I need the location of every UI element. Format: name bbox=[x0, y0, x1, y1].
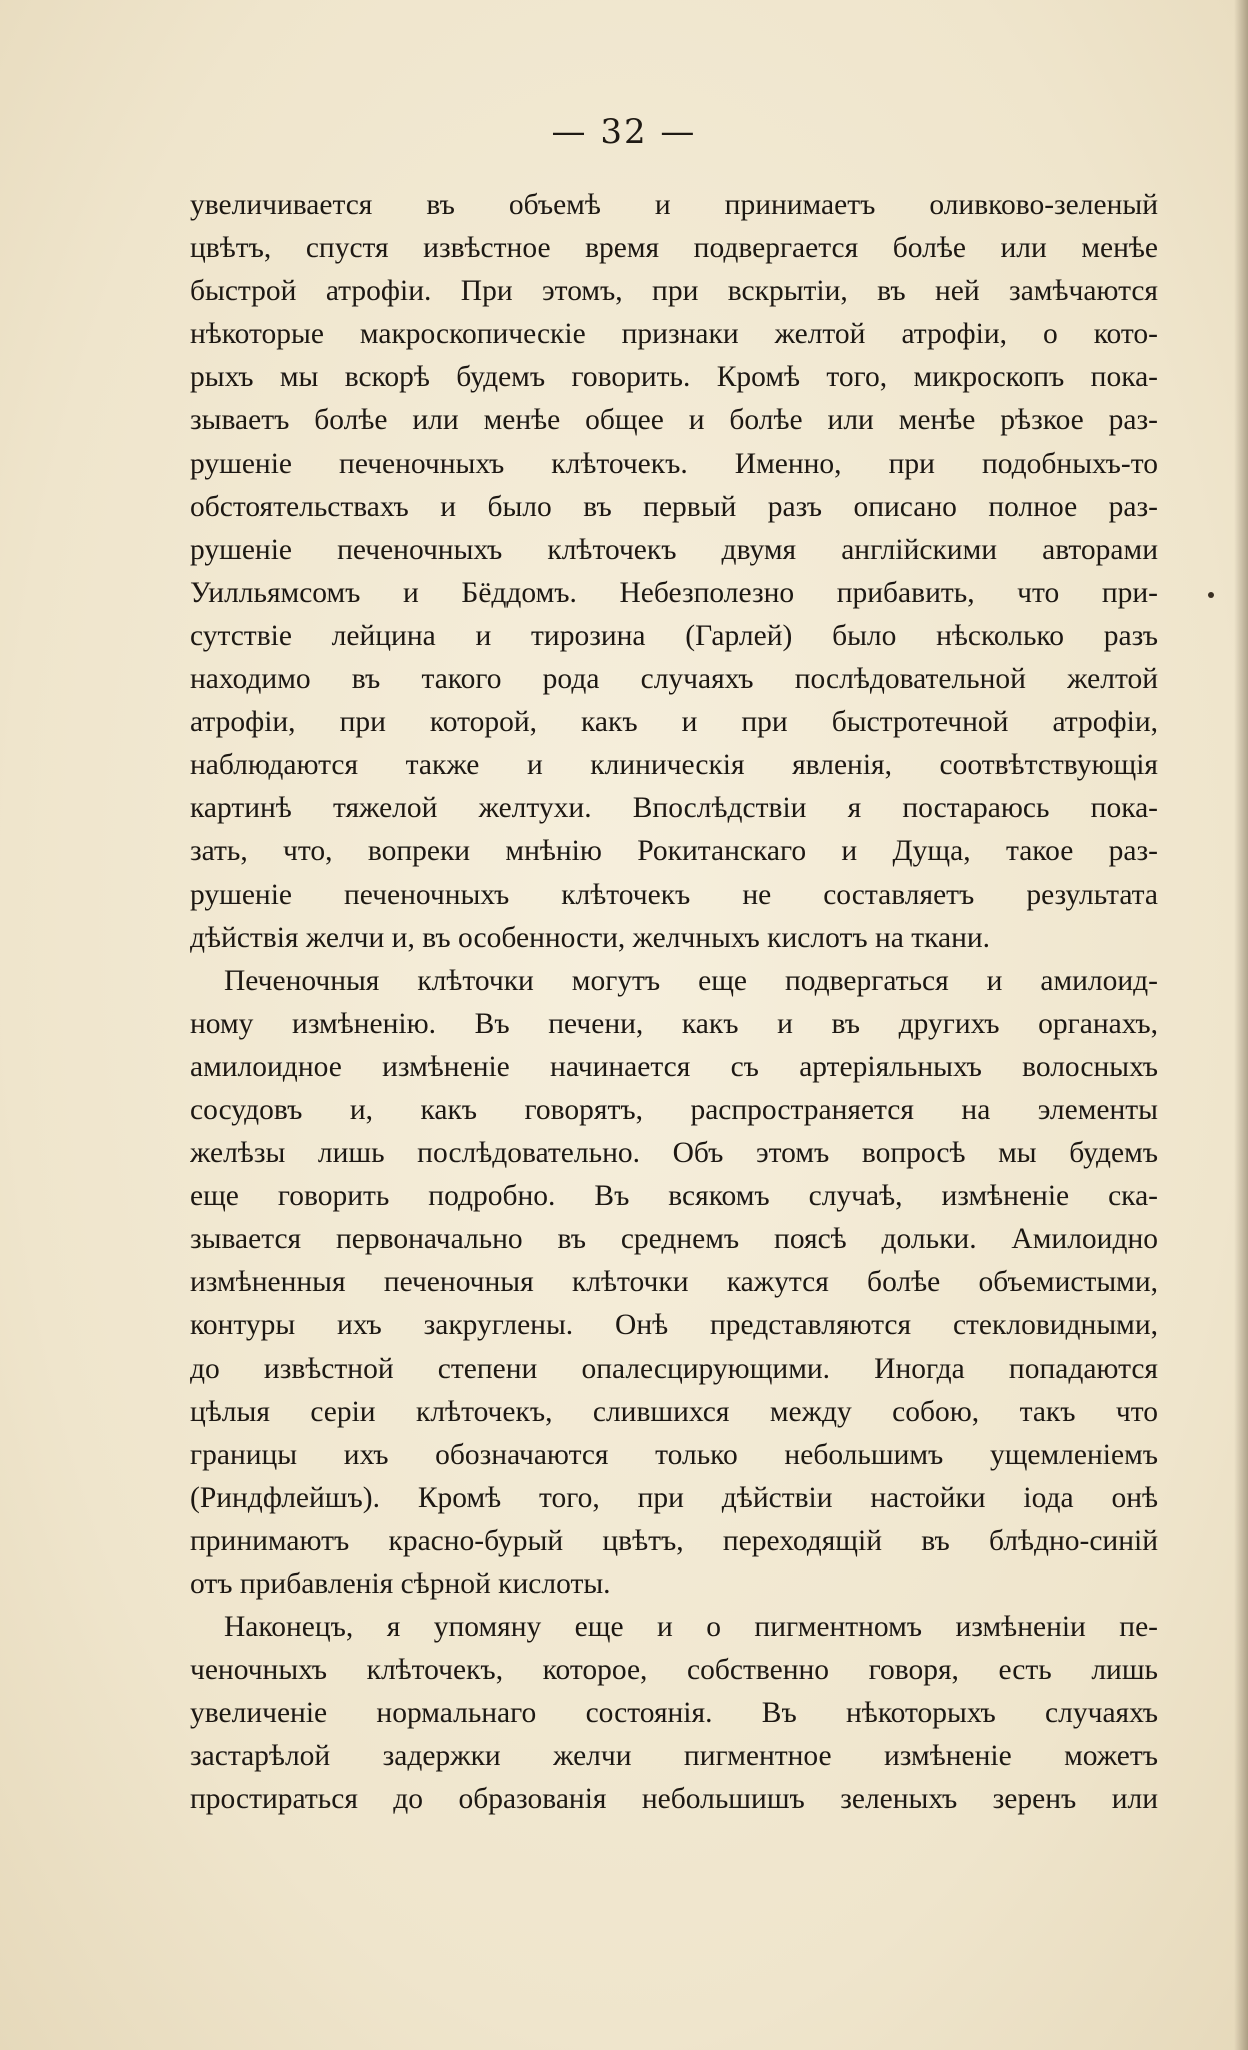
text-line: картинѣ тяжелой желтухи. Впослѣдствіи я постараюсь пока- bbox=[190, 792, 1158, 825]
text-line: нѣкоторые макроскопическіе признаки желтой атрофіи, о кото- bbox=[190, 318, 1158, 351]
text-line: (Риндфлейшъ). Кромѣ того, при дѣйствіи настойки іода онѣ bbox=[190, 1481, 1158, 1514]
text-line: принимаютъ красно-бурый цвѣтъ, переходящій въ блѣдно-синій bbox=[190, 1524, 1158, 1557]
text-line: Уилльямсомъ и Бёддомъ. Небезполезно прибавить, что при- bbox=[190, 576, 1158, 609]
body-text bbox=[190, 184, 1158, 1822]
page-edge-shadow bbox=[1234, 0, 1248, 2050]
text-line: до извѣстной степени опалесцирующими. Иногда попадаются bbox=[190, 1352, 1158, 1385]
text-line: застарѣлой задержки желчи пигментное измѣненіе можетъ bbox=[190, 1740, 1158, 1773]
text-line: рушеніе печеночныхъ клѣточекъ двумя англійскими авторами bbox=[190, 533, 1158, 566]
text-line: атрофіи, при которой, какъ и при быстротечной атрофіи, bbox=[190, 706, 1158, 739]
text-line: обстоятельствахъ и было въ первый разъ описано полное раз- bbox=[190, 490, 1158, 523]
page-number: — 32 — bbox=[551, 112, 697, 152]
text-line: рушеніе печеночныхъ клѣточекъ. Именно, при подобныхъ-то bbox=[190, 447, 1158, 480]
text-line: рыхъ мы вскорѣ будемъ говорить. Кромѣ того, микроскопъ пока- bbox=[190, 361, 1158, 394]
text-line: Наконецъ, я упомяну еще и о пигментномъ измѣненіи пе- bbox=[224, 1611, 1158, 1644]
text-line: отъ прибавленія сѣрной кислоты. bbox=[190, 1568, 611, 1600]
text-line: сосудовъ и, какъ говорятъ, распространяется на элементы bbox=[190, 1093, 1158, 1126]
text-line: контуры ихъ закруглены. Онѣ представляются стекловидными, bbox=[190, 1309, 1158, 1342]
text-line: цѣлыя серіи клѣточекъ, слившихся между собою, такъ что bbox=[190, 1395, 1158, 1428]
paragraph-2 bbox=[190, 960, 1158, 1606]
text-line: зать, что, вопреки мнѣнію Рокитанскаго и Дуща, такое раз- bbox=[190, 835, 1158, 868]
text-line: быстрой атрофіи. При этомъ, при вскрытіи, въ ней замѣчаются bbox=[190, 275, 1158, 308]
text-line: простираться до образованія небольшишъ зеленыхъ зеренъ или bbox=[190, 1783, 1158, 1816]
text-line: зывается первоначально въ среднемъ поясѣ дольки. Амилоидно bbox=[190, 1223, 1158, 1256]
text-line: границы ихъ обозначаются только небольшимъ ущемленіемъ bbox=[190, 1438, 1158, 1471]
text-line: измѣненныя печеночныя клѣточки кажутся болѣе объемистыми, bbox=[190, 1266, 1158, 1299]
text-line: наблюдаются также и клиническія явленія, соотвѣтствующія bbox=[190, 749, 1158, 782]
paragraph-3 bbox=[190, 1606, 1158, 1821]
text-line: увеличеніе нормальнаго состоянія. Въ нѣкоторыхъ случаяхъ bbox=[190, 1697, 1158, 1730]
text-line: цвѣтъ, спустя извѣстное время подвергается болѣе или менѣе bbox=[190, 232, 1158, 265]
text-line: амилоидное измѣненіе начинается съ артеріяльныхъ волосныхъ bbox=[190, 1050, 1158, 1083]
text-line: находимо въ такого рода случаяхъ послѣдовательной желтой bbox=[190, 663, 1158, 696]
text-line: зываетъ болѣе или менѣе общее и болѣе или менѣе рѣзкое раз- bbox=[190, 404, 1158, 437]
text-line: еще говорить подробно. Въ всякомъ случаѣ, измѣненіе ска- bbox=[190, 1180, 1158, 1213]
text-line: Печеночныя клѣточки могутъ еще подвергаться и амилоид- bbox=[224, 964, 1158, 997]
text-line: ному измѣненію. Въ печени, какъ и въ другихъ органахъ, bbox=[190, 1007, 1158, 1040]
text-line: желѣзы лишь послѣдовательно. Объ этомъ вопросѣ мы будемъ bbox=[190, 1137, 1158, 1170]
text-line: ченочныхъ клѣточекъ, которое, собственно говоря, есть лишь bbox=[190, 1654, 1158, 1687]
ink-speck bbox=[1208, 592, 1214, 598]
text-line: сутствіе лейцина и тирозина (Гарлей) было нѣсколько разъ bbox=[190, 619, 1158, 652]
paragraph-1 bbox=[190, 184, 1158, 960]
text-line: дѣйствія желчи и, въ особенности, желчныхъ кислотъ на ткани. bbox=[190, 921, 991, 954]
text-line: рушеніе печеночныхъ клѣточекъ не составляетъ результата bbox=[190, 878, 1158, 911]
text-line: увеличивается въ объемѣ и принимаетъ оливково-зеленый bbox=[190, 189, 1158, 221]
